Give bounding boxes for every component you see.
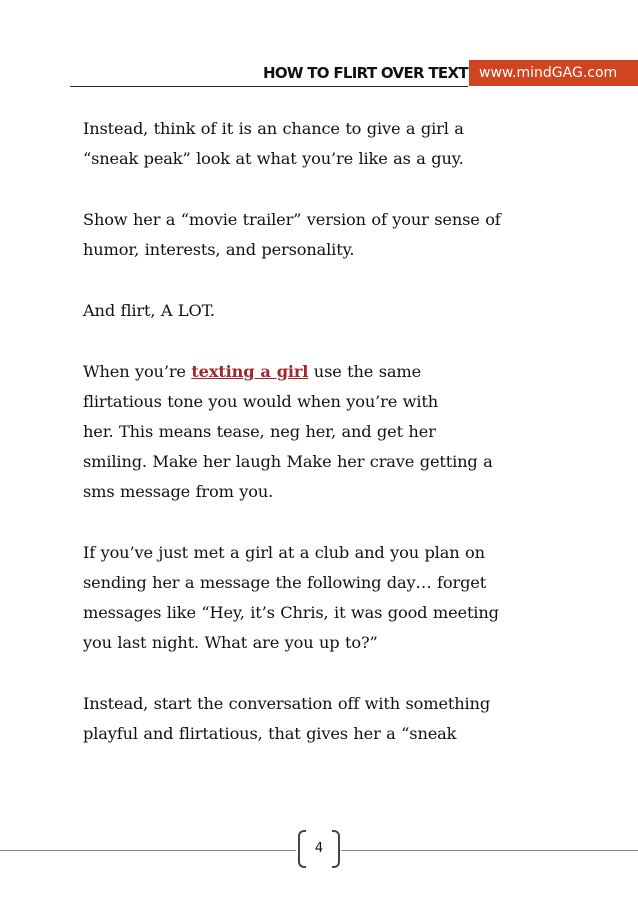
text-line: Instead, start the conversation off with something <box>83 694 491 713</box>
body-text <box>83 114 563 780</box>
text-line: humor, interests, and personality. <box>83 240 355 259</box>
page-number-bracket-left <box>298 830 306 868</box>
paragraph-1 <box>83 114 563 174</box>
page-header <box>0 60 638 86</box>
text-line <box>83 357 563 387</box>
text-line: And flirt, A LOT. <box>83 301 215 320</box>
text-line: Show her a “movie trailer” version of your sense of <box>83 210 501 229</box>
text-line: sms message from you. <box>83 482 274 501</box>
footer-rule-right <box>341 850 638 851</box>
text-line: messages like “Hey, it’s Chris, it was good meeting <box>83 603 499 622</box>
page-number-bracket-right <box>332 830 340 868</box>
text-line: playful and flirtatious, that gives her a “sneak <box>83 724 457 743</box>
text-line: her. This means tease, neg her, and get her <box>83 422 436 441</box>
footer-rule-left <box>0 850 296 851</box>
paragraph-5 <box>83 538 563 658</box>
text-line: smiling. Make her laugh Make her crave getting a <box>83 452 493 471</box>
text-segment: When you’re <box>83 362 192 381</box>
text-line: Instead, think of it is an chance to give a girl a <box>83 119 464 138</box>
paragraph-4 <box>83 357 563 507</box>
header-rule <box>70 86 468 87</box>
site-link[interactable]: www.mindGAG.com <box>469 60 638 86</box>
page-number: 4 <box>314 841 324 856</box>
paragraph-6 <box>83 689 563 749</box>
paragraph-3 <box>83 296 563 326</box>
header-title: HOW TO FLIRT OVER TEXT <box>263 64 468 82</box>
text-segment: use the same <box>308 362 421 381</box>
text-line: you last night. What are you up to?” <box>83 633 378 652</box>
text-line: “sneak peak” look at what you’re like as a guy. <box>83 149 464 168</box>
text-line: flirtatious tone you would when you’re with <box>83 392 438 411</box>
text-line: sending her a message the following day… forget <box>83 573 487 592</box>
text-line: If you’ve just met a girl at a club and you plan on <box>83 543 485 562</box>
texting-a-girl-link[interactable]: texting a girl <box>191 362 309 381</box>
paragraph-2 <box>83 205 563 265</box>
